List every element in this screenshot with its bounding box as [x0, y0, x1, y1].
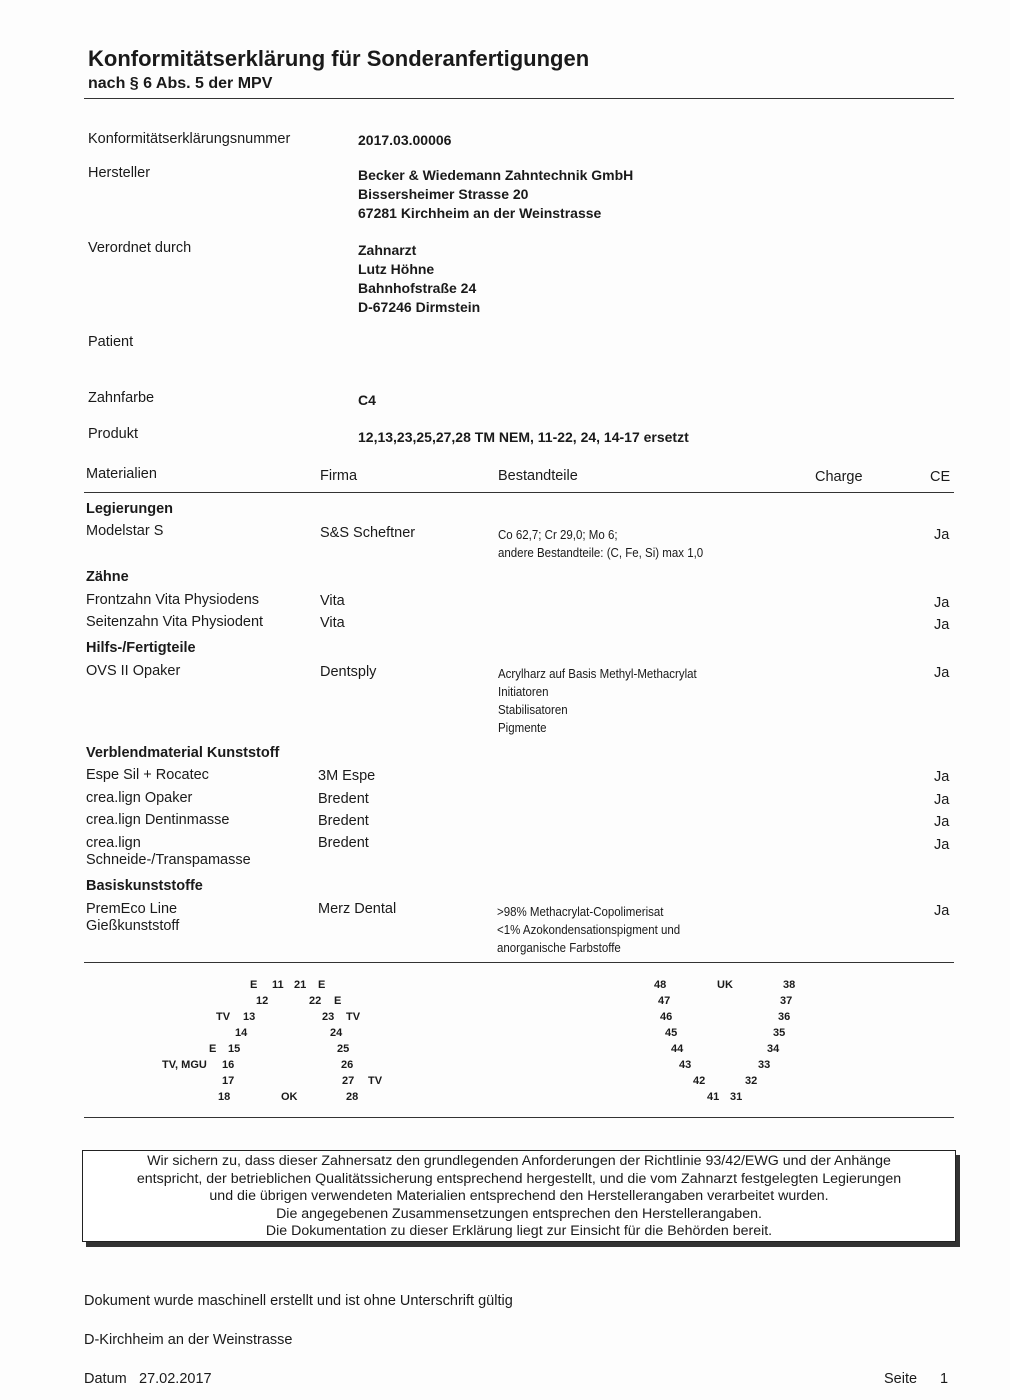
table-row-ce: Ja: [934, 617, 950, 633]
jaw-label-ok: OK: [281, 1091, 298, 1103]
tooth-number: 35: [773, 1027, 786, 1039]
table-row-bestandteil: Pigmente: [498, 721, 547, 735]
table-row-ce: Ja: [934, 665, 950, 681]
table-row-material: Schneide-/Transpamasse: [86, 852, 251, 868]
tooth-number: 31: [730, 1091, 743, 1103]
hersteller-line: Bissersheimer Strasse 20: [358, 186, 529, 202]
table-row-bestandteil: <1% Azokondensationspigment und: [497, 923, 681, 937]
tooth-number: 41: [707, 1091, 720, 1103]
table-row-material: Seitenzahn Vita Physiodent: [86, 614, 264, 630]
footer-place: D-Kirchheim an der Weinstrasse: [84, 1332, 293, 1348]
table-row-material: Espe Sil + Rocatec: [86, 767, 209, 783]
declaration-box: [82, 1150, 956, 1242]
tooth-number: 47: [658, 995, 671, 1007]
table-row-material: Gießkunststoff: [86, 918, 180, 934]
tooth-number: 24: [330, 1027, 343, 1039]
table-row-bestandteil: anorganische Farbstoffe: [497, 941, 621, 955]
tooth-mark: TV: [346, 1011, 361, 1023]
tooth-number: 36: [778, 1011, 791, 1023]
table-row-ce: Ja: [934, 769, 950, 785]
table-row-bestandteil: >98% Methacrylat-Copolimerisat: [497, 905, 664, 919]
table-row-ce: Ja: [934, 837, 950, 853]
tooth-number: 48: [654, 979, 667, 991]
tooth-number: 11: [272, 979, 284, 991]
tooth-number: 42: [693, 1075, 706, 1087]
table-row-bestandteil: Co 62,7; Cr 29,0; Mo 6;: [498, 528, 618, 542]
hersteller-line: Becker & Wiedemann Zahntechnik GmbH: [358, 167, 634, 183]
nummer-value: 2017.03.00006: [358, 132, 452, 148]
tooth-mark: E: [334, 995, 342, 1007]
tooth-number: 23: [322, 1011, 335, 1023]
section-legierungen: Legierungen: [86, 501, 174, 517]
section-verblend: Verblendmaterial Kunststoff: [86, 745, 280, 761]
table-row-firma: Vita: [320, 593, 345, 609]
header-rule: [84, 98, 954, 99]
table-row-ce: Ja: [934, 527, 950, 543]
tooth-number: 21: [294, 979, 307, 991]
table-row-material: crea.lign Opaker: [86, 790, 193, 806]
page-subtitle: nach § 6 Abs. 5 der MPV: [88, 75, 273, 92]
section-zaehne: Zähne: [86, 569, 129, 585]
tooth-number: 16: [222, 1059, 235, 1071]
table-row-firma: S&S Scheftner: [320, 525, 416, 541]
tooth-mark: E: [209, 1043, 217, 1055]
tooth-number: 15: [228, 1043, 241, 1055]
footer-seite-label: Seite: [884, 1371, 918, 1387]
tooth-number: 22: [309, 995, 322, 1007]
tooth-number: 45: [665, 1027, 678, 1039]
zahnfarbe-label: Zahnfarbe: [88, 390, 155, 406]
tooth-number: 32: [745, 1075, 758, 1087]
table-row-material: crea.lign: [86, 835, 141, 851]
section-basis: Basiskunststoffe: [86, 878, 203, 894]
tooth-mark: TV: [368, 1075, 383, 1087]
tooth-number: 25: [337, 1043, 350, 1055]
table-row-ce: Ja: [934, 595, 950, 611]
tooth-number: 18: [218, 1091, 231, 1103]
table-header-rule: [84, 492, 954, 493]
page-title: Konformitätserklärung für Sonderanfertigungen: [88, 46, 590, 71]
verordnet-line: Zahnarzt: [358, 242, 417, 258]
col-charge: Charge: [815, 469, 863, 485]
table-row-material: OVS II Opaker: [86, 663, 181, 679]
verordnet-line: Lutz Höhne: [358, 261, 435, 277]
tooth-number: 43: [679, 1059, 692, 1071]
tooth-number: 37: [780, 995, 793, 1007]
table-row-firma: 3M Espe: [318, 768, 376, 784]
tooth-mark: E: [318, 979, 326, 991]
declaration-line: Wir sichern zu, dass dieser Zahnersatz den grundlegenden Anforderungen der Richtlinie 93/42/EWG und der Anhänge: [147, 1153, 891, 1169]
jaw-label-uk: UK: [717, 979, 733, 991]
tooth-number: 26: [341, 1059, 354, 1071]
zahnfarbe-value: C4: [358, 392, 376, 408]
declaration-line: und die übrigen verwendeten Materialien entsprechend den Herstellerangaben verarbeitet wurden.: [209, 1188, 829, 1204]
section-hilfs: Hilfs-/Fertigteile: [86, 640, 196, 656]
table-row-firma: Merz Dental: [318, 901, 397, 917]
tooth-number: 34: [767, 1043, 780, 1055]
produkt-label: Produkt: [88, 426, 138, 442]
tooth-number: 33: [758, 1059, 771, 1071]
footer-note: Dokument wurde maschinell erstellt und ist ohne Unterschrift gültig: [84, 1293, 513, 1309]
table-row-bestandteil: Acrylharz auf Basis Methyl-Methacrylat: [498, 667, 697, 681]
hersteller-line: 67281 Kirchheim an der Weinstrasse: [358, 205, 602, 221]
teeth-bottom-rule: [84, 1117, 954, 1118]
col-ce: CE: [930, 469, 951, 485]
tooth-number: 46: [660, 1011, 673, 1023]
tooth-number: 14: [235, 1027, 248, 1039]
table-row-bestandteil: Initiatoren: [498, 685, 549, 699]
table-row-material: Frontzahn Vita Physiodens: [86, 592, 260, 608]
table-row-bestandteil: andere Bestandteile: (C, Fe, Si) max 1,0: [498, 546, 704, 560]
hersteller-label: Hersteller: [88, 165, 151, 181]
table-row-ce: Ja: [934, 792, 950, 808]
table-bottom-rule: [84, 962, 954, 963]
produkt-value: 12,13,23,25,27,28 TM NEM, 11-22, 24, 14-17 ersetzt: [358, 429, 689, 445]
table-row-material: Modelstar S: [86, 523, 164, 539]
table-row-firma: Bredent: [318, 791, 369, 807]
table-row-ce: Ja: [934, 814, 950, 830]
verordnet-line: D-67246 Dirmstein: [358, 299, 481, 315]
tooth-number: 17: [222, 1075, 235, 1087]
table-row-firma: Dentsply: [320, 664, 377, 680]
declaration-line: entspricht, der betrieblichen Qualitätssicherung entsprechend hergestellt, und die vom Zahnarzt festgelegten Legierungen: [136, 1170, 902, 1187]
footer-seite-value: 1: [940, 1371, 949, 1387]
table-row-bestandteil: Stabilisatoren: [498, 703, 568, 717]
table-row-firma: Bredent: [318, 835, 369, 851]
tooth-number: 28: [346, 1091, 359, 1103]
col-bestandteile: Bestandteile: [498, 468, 578, 484]
tooth-number: 38: [783, 979, 796, 991]
patient-label: Patient: [88, 334, 134, 350]
table-row-firma: Bredent: [318, 813, 369, 829]
tooth-mark: TV: [216, 1011, 231, 1023]
tooth-number: 44: [671, 1043, 684, 1055]
table-row-material: crea.lign Dentinmasse: [86, 812, 230, 828]
footer-datum-value: 27.02.2017: [139, 1371, 212, 1387]
declaration-line: Die angegebenen Zusammensetzungen entsprechen den Herstellerangaben.: [276, 1205, 762, 1222]
footer-datum-label: Datum: [84, 1371, 127, 1387]
declaration-line: Die Dokumentation zu dieser Erklärung liegt zur Einsicht für die Behörden bereit.: [265, 1223, 773, 1239]
tooth-number: 12: [256, 995, 269, 1007]
table-row-material: PremEco Line: [86, 901, 178, 917]
tooth-mark: E: [250, 979, 258, 991]
table-row-ce: Ja: [934, 903, 950, 919]
tooth-number: 13: [243, 1011, 256, 1023]
col-materialien: Materialien: [86, 466, 157, 482]
verordnet-label: Verordnet durch: [88, 240, 192, 256]
tooth-mark: TV, MGU: [162, 1059, 207, 1071]
col-firma: Firma: [320, 468, 358, 484]
verordnet-line: Bahnhofstraße 24: [358, 280, 477, 296]
table-row-firma: Vita: [320, 615, 345, 631]
tooth-number: 27: [342, 1075, 355, 1087]
nummer-label: Konformitätserklärungsnummer: [88, 131, 291, 147]
